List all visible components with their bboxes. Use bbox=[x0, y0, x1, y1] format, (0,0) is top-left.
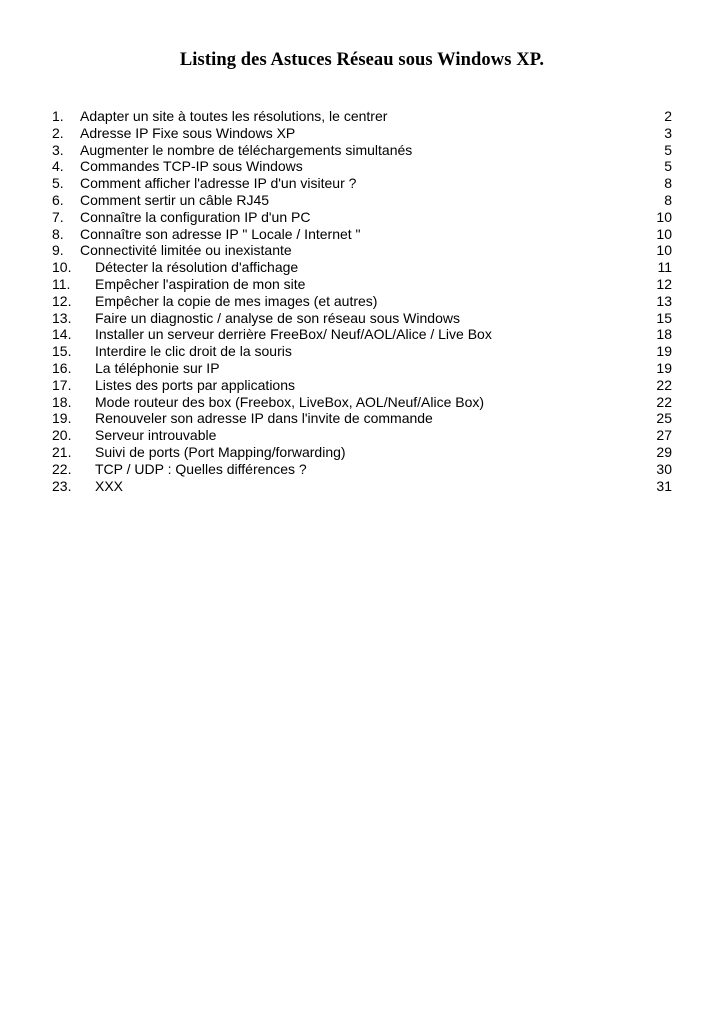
toc-entry-title: Connaître la configuration IP d'un PC bbox=[80, 208, 311, 225]
toc-entry-number: 21. bbox=[52, 443, 72, 460]
toc-entry bbox=[52, 158, 672, 175]
toc-entry-number: 14. bbox=[52, 326, 72, 343]
toc-entry-page: 10 bbox=[656, 225, 672, 242]
toc-entry bbox=[52, 259, 672, 276]
toc-entry-page: 30 bbox=[656, 460, 672, 477]
toc-entry-title: Connectivité limitée ou inexistante bbox=[80, 242, 292, 259]
toc-entry bbox=[52, 410, 672, 427]
toc-entry bbox=[52, 326, 672, 343]
toc-entry-page: 27 bbox=[656, 427, 672, 444]
toc-entry-title: Faire un diagnostic / analyse de son réseau sous Windows bbox=[95, 309, 460, 326]
toc-entry-page: 15 bbox=[656, 309, 672, 326]
toc-entry-page: 19 bbox=[656, 359, 672, 376]
toc-entry-title: Suivi de ports (Port Mapping/forwarding) bbox=[95, 443, 346, 460]
toc-entry bbox=[52, 209, 672, 226]
table-of-contents bbox=[52, 108, 672, 494]
toc-entry-number: 1. bbox=[52, 108, 64, 124]
toc-entry-title: Interdire le clic droit de la souris bbox=[95, 343, 292, 360]
toc-entry-number: 11. bbox=[52, 275, 71, 292]
toc-entry-page: 10 bbox=[656, 242, 672, 259]
toc-entry-title: Commandes TCP-IP sous Windows bbox=[80, 158, 303, 175]
toc-entry-page: 3 bbox=[664, 124, 672, 141]
toc-entry-page: 22 bbox=[656, 376, 672, 393]
toc-entry-number: 16. bbox=[52, 359, 72, 376]
toc-entry-page: 5 bbox=[664, 141, 672, 158]
toc-entry-title: XXX bbox=[95, 477, 124, 494]
toc-entry-page: 18 bbox=[656, 326, 672, 343]
toc-entry-title: Comment sertir un câble RJ45 bbox=[80, 191, 270, 208]
toc-entry bbox=[52, 226, 672, 243]
toc-entry-title: Mode routeur des box (Freebox, LiveBox, AOL/Neuf/Alice Box) bbox=[95, 393, 485, 410]
toc-entry-page: 12 bbox=[656, 275, 672, 292]
toc-entry-number: 2. bbox=[52, 124, 64, 141]
toc-entry-page: 31 bbox=[656, 477, 672, 494]
toc-entry-number: 22. bbox=[52, 460, 72, 477]
toc-entry-title: La téléphonie sur IP bbox=[95, 359, 220, 376]
toc-entry-title: TCP / UDP : Quelles différences ? bbox=[95, 460, 307, 477]
toc-entry bbox=[52, 461, 672, 478]
toc-entry-title: Adapter un site à toutes les résolutions, le centrer bbox=[80, 108, 388, 124]
toc-entry bbox=[52, 360, 672, 377]
toc-entry-title: Connaître son adresse IP " Locale / Internet " bbox=[80, 225, 361, 242]
toc-entry bbox=[52, 175, 672, 192]
toc-entry-number: 3. bbox=[52, 141, 64, 158]
toc-entry bbox=[52, 343, 672, 360]
toc-entry-number: 13. bbox=[52, 309, 72, 326]
toc-entry bbox=[52, 478, 672, 495]
toc-entry-page: 8 bbox=[664, 175, 672, 192]
toc-entry bbox=[52, 192, 672, 209]
toc-entry bbox=[52, 394, 672, 411]
toc-entry bbox=[52, 444, 672, 461]
toc-entry-number: 5. bbox=[52, 175, 64, 192]
toc-entry bbox=[52, 293, 672, 310]
toc-entry bbox=[52, 125, 672, 142]
toc-entry-number: 20. bbox=[52, 427, 72, 444]
toc-entry-title: Listes des ports par applications bbox=[95, 376, 295, 393]
toc-entry-page: 13 bbox=[656, 292, 672, 309]
toc-entry bbox=[52, 242, 672, 259]
toc-entry-number: 6. bbox=[52, 191, 64, 208]
toc-entry bbox=[52, 108, 672, 125]
toc-entry-page: 22 bbox=[656, 393, 672, 410]
toc-entry-page: 29 bbox=[656, 443, 672, 460]
toc-entry bbox=[52, 377, 672, 394]
toc-entry-page: 11 bbox=[657, 259, 672, 276]
toc-entry bbox=[52, 310, 672, 327]
toc-entry-page: 8 bbox=[664, 191, 672, 208]
toc-entry-number: 17. bbox=[52, 376, 72, 393]
toc-entry-page: 25 bbox=[656, 410, 672, 427]
toc-entry-title: Détecter la résolution d'affichage bbox=[95, 259, 299, 276]
toc-entry-page: 5 bbox=[664, 158, 672, 175]
toc-entry-page: 19 bbox=[656, 343, 672, 360]
toc-entry-number: 19. bbox=[52, 410, 72, 427]
toc-entry-title: Comment afficher l'adresse IP d'un visiteur ? bbox=[80, 175, 357, 192]
toc-entry bbox=[52, 142, 672, 159]
toc-entry bbox=[52, 276, 672, 293]
toc-entry-number: 9. bbox=[52, 242, 64, 259]
toc-entry bbox=[52, 427, 672, 444]
toc-entry-title: Empêcher l'aspiration de mon site bbox=[95, 275, 306, 292]
toc-entry-title: Installer un serveur derrière FreeBox/ Neuf/AOL/Alice / Live Box bbox=[95, 326, 492, 343]
toc-entry-number: 18. bbox=[52, 393, 72, 410]
page-title: Listing des Astuces Réseau sous Windows XP. bbox=[179, 50, 545, 70]
toc-entry-title: Augmenter le nombre de téléchargements simultanés bbox=[80, 141, 413, 158]
toc-entry-page: 2 bbox=[664, 108, 672, 124]
toc-entry-number: 8. bbox=[52, 225, 64, 242]
toc-entry-page: 10 bbox=[656, 208, 672, 225]
toc-entry-title: Renouveler son adresse IP dans l'invite de commande bbox=[95, 410, 433, 427]
toc-entry-number: 10. bbox=[52, 259, 72, 276]
toc-entry-title: Empêcher la copie de mes images (et autres) bbox=[95, 292, 378, 309]
toc-entry-number: 7. bbox=[52, 208, 64, 225]
toc-entry-number: 12. bbox=[52, 292, 72, 309]
toc-entry-title: Adresse IP Fixe sous Windows XP bbox=[80, 124, 296, 141]
toc-entry-number: 4. bbox=[52, 158, 64, 175]
toc-entry-title: Serveur introuvable bbox=[95, 427, 217, 444]
toc-entry-number: 15. bbox=[52, 343, 72, 360]
toc-entry-number: 23. bbox=[52, 477, 72, 494]
